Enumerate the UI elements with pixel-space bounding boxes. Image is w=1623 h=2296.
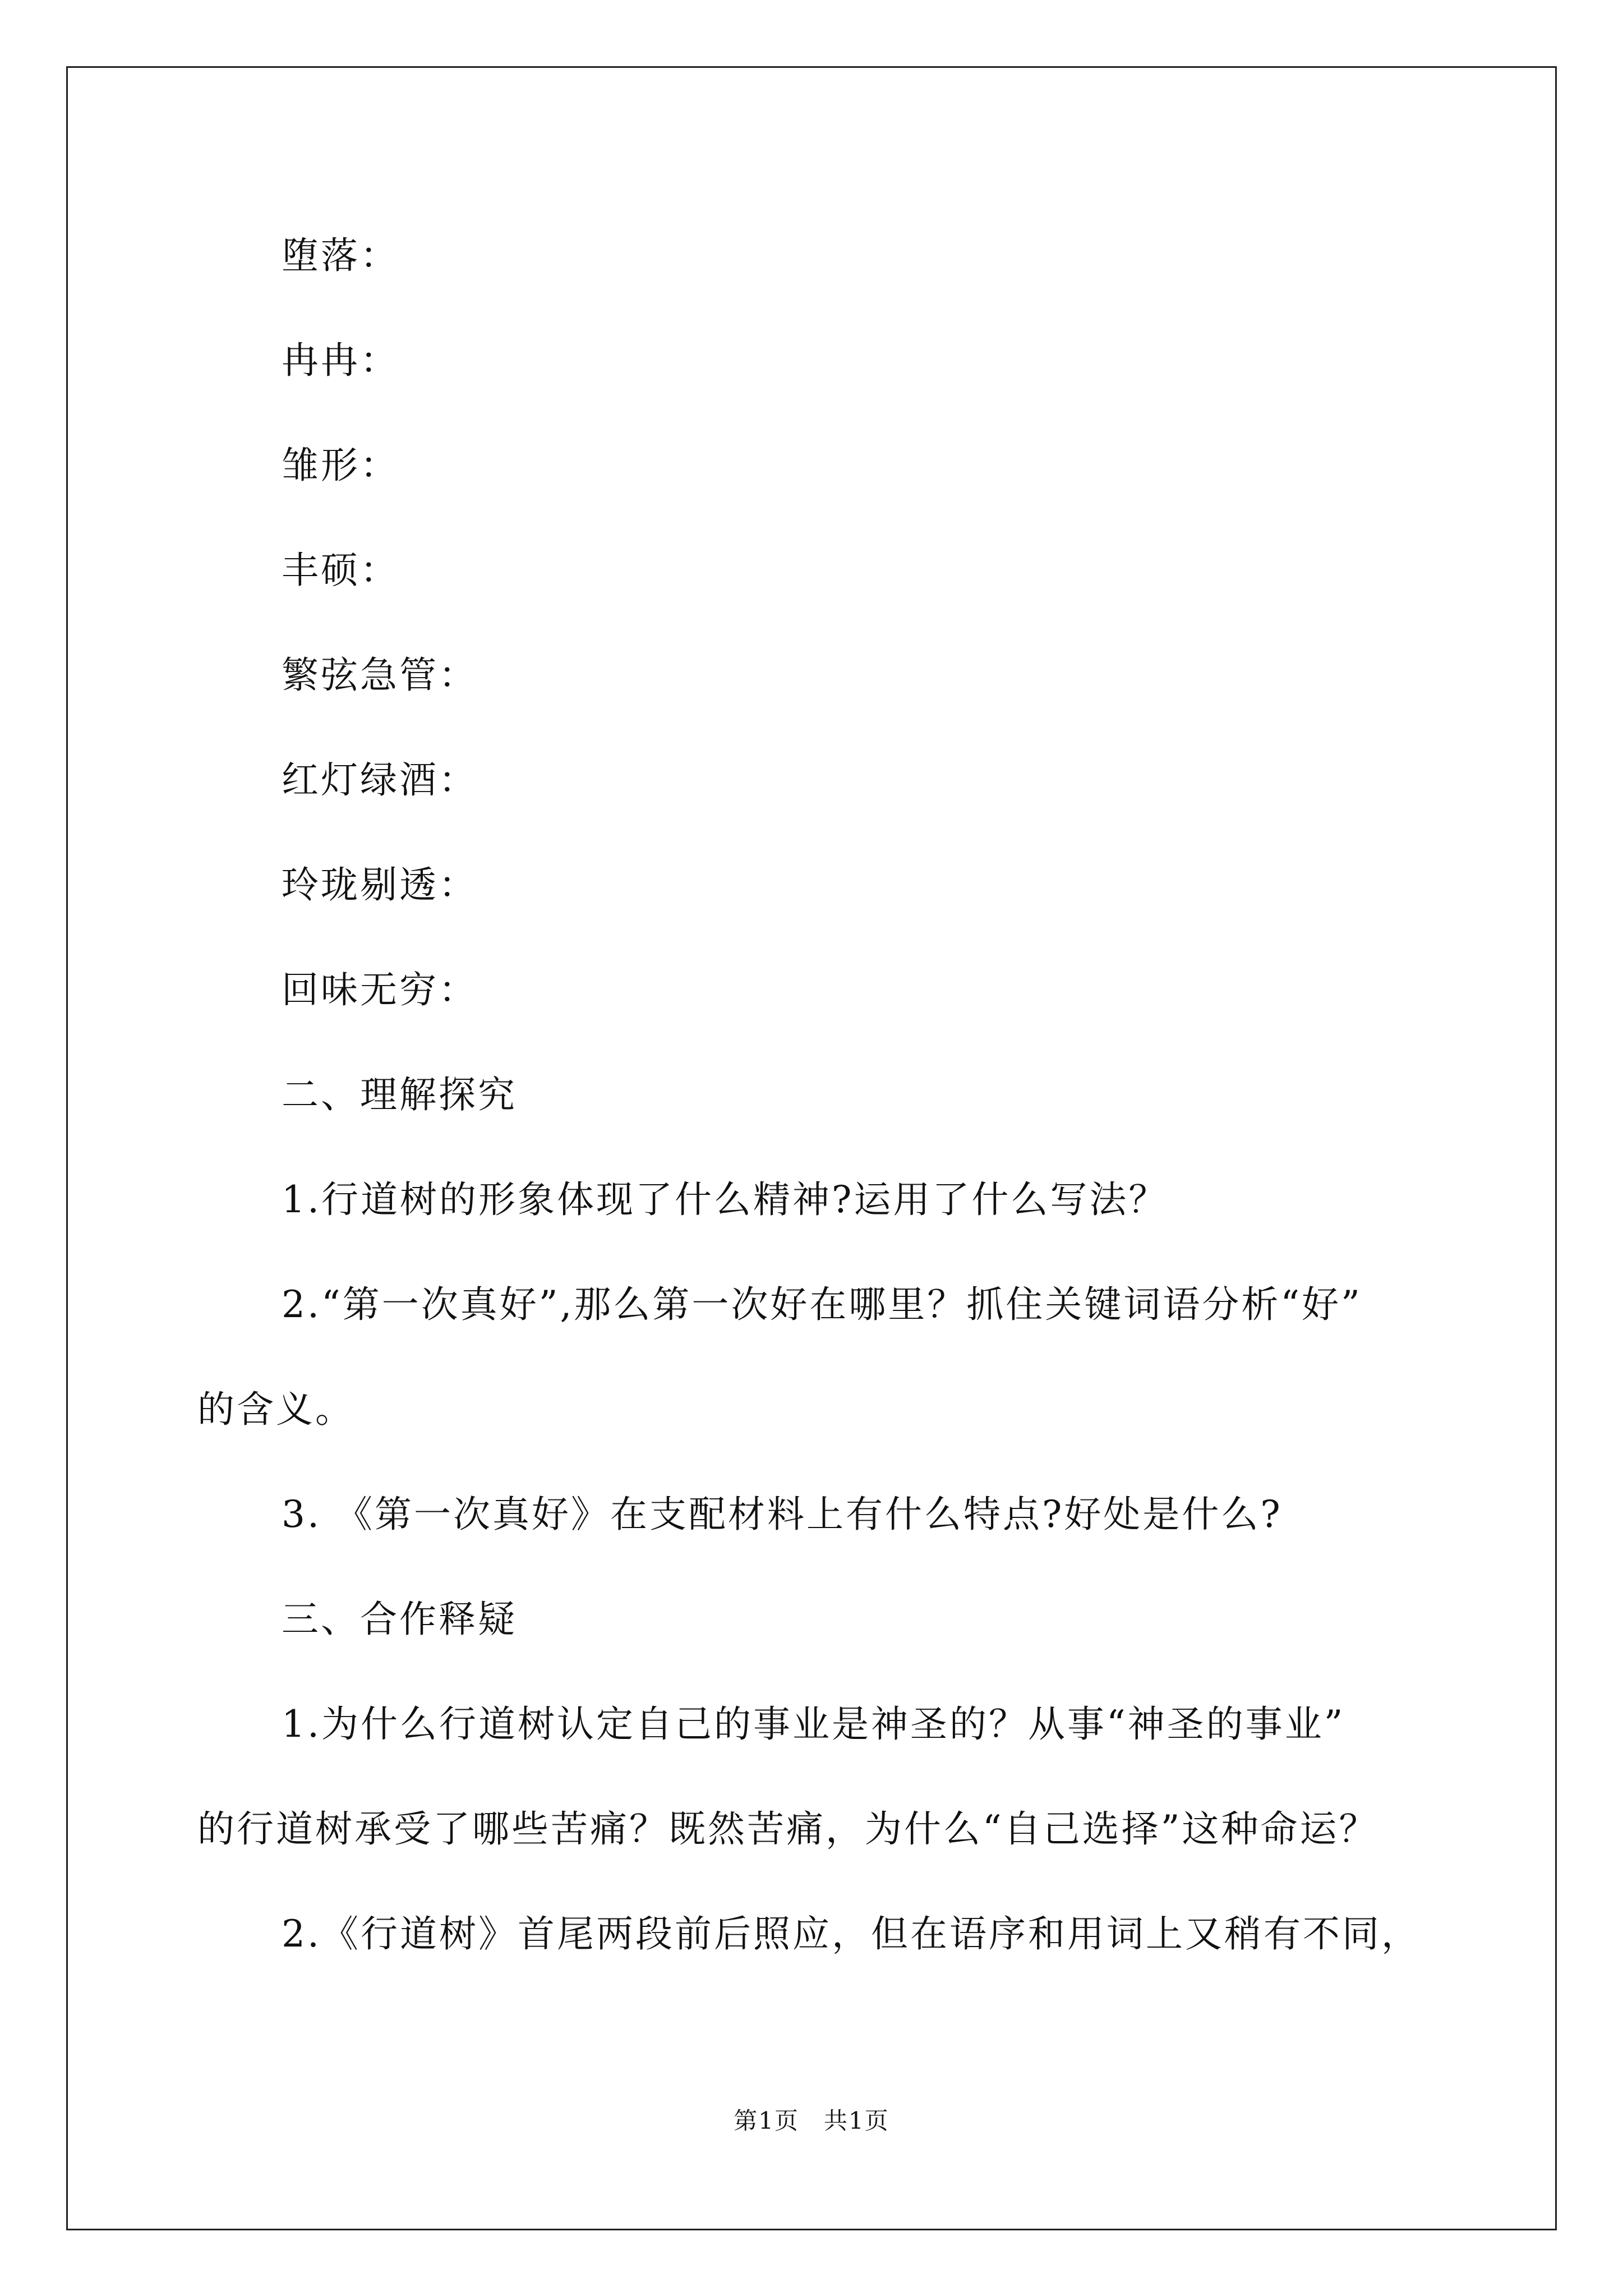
section-heading-cooperation: 三、合作释疑 xyxy=(282,1598,517,1641)
vocab-term-hongdeng: 红灯绿酒： xyxy=(282,758,478,802)
page-border xyxy=(66,66,1557,2230)
vocab-term-linglong: 玲珑剔透： xyxy=(282,863,478,907)
vocab-term-chuxing: 雏形： xyxy=(282,444,399,487)
question-2-3: 3. 《第一次真好》在支配材料上有什么特点?好处是什么? xyxy=(282,1493,1283,1536)
vocab-term-fanxian: 繁弦急管： xyxy=(282,654,478,697)
vocab-term-fengshuo: 丰硕： xyxy=(282,549,399,592)
vocab-term-huiwei: 回味无穷： xyxy=(282,968,478,1011)
section-heading-understanding: 二、理解探究 xyxy=(282,1073,517,1116)
question-3-2: 2.《行道树》首尾两段前后照应，但在语序和用词上又稍有不同， xyxy=(282,1912,1421,1955)
question-2-1: 1.行道树的形象体现了什么精神?运用了什么写法？ xyxy=(282,1178,1168,1221)
question-3-1: 1.为什么行道树认定自己的事业是神圣的？从事“神圣的事业” xyxy=(282,1703,1345,1746)
page-footer: 第1页 共1页 xyxy=(734,2107,889,2134)
question-2-2: 2.“第一次真好”,那么第一次好在哪里？抓住关键词语分析“好” xyxy=(282,1283,1362,1326)
question-2-2-continued: 的含义。 xyxy=(197,1388,354,1431)
question-3-1-continued: 的行道树承受了哪些苦痛？既然苦痛，为什么“自己选择”这种命运？ xyxy=(197,1807,1378,1851)
vocab-term-ranran: 冉冉： xyxy=(282,339,399,382)
vocab-term-duoluo: 堕落： xyxy=(282,234,399,277)
